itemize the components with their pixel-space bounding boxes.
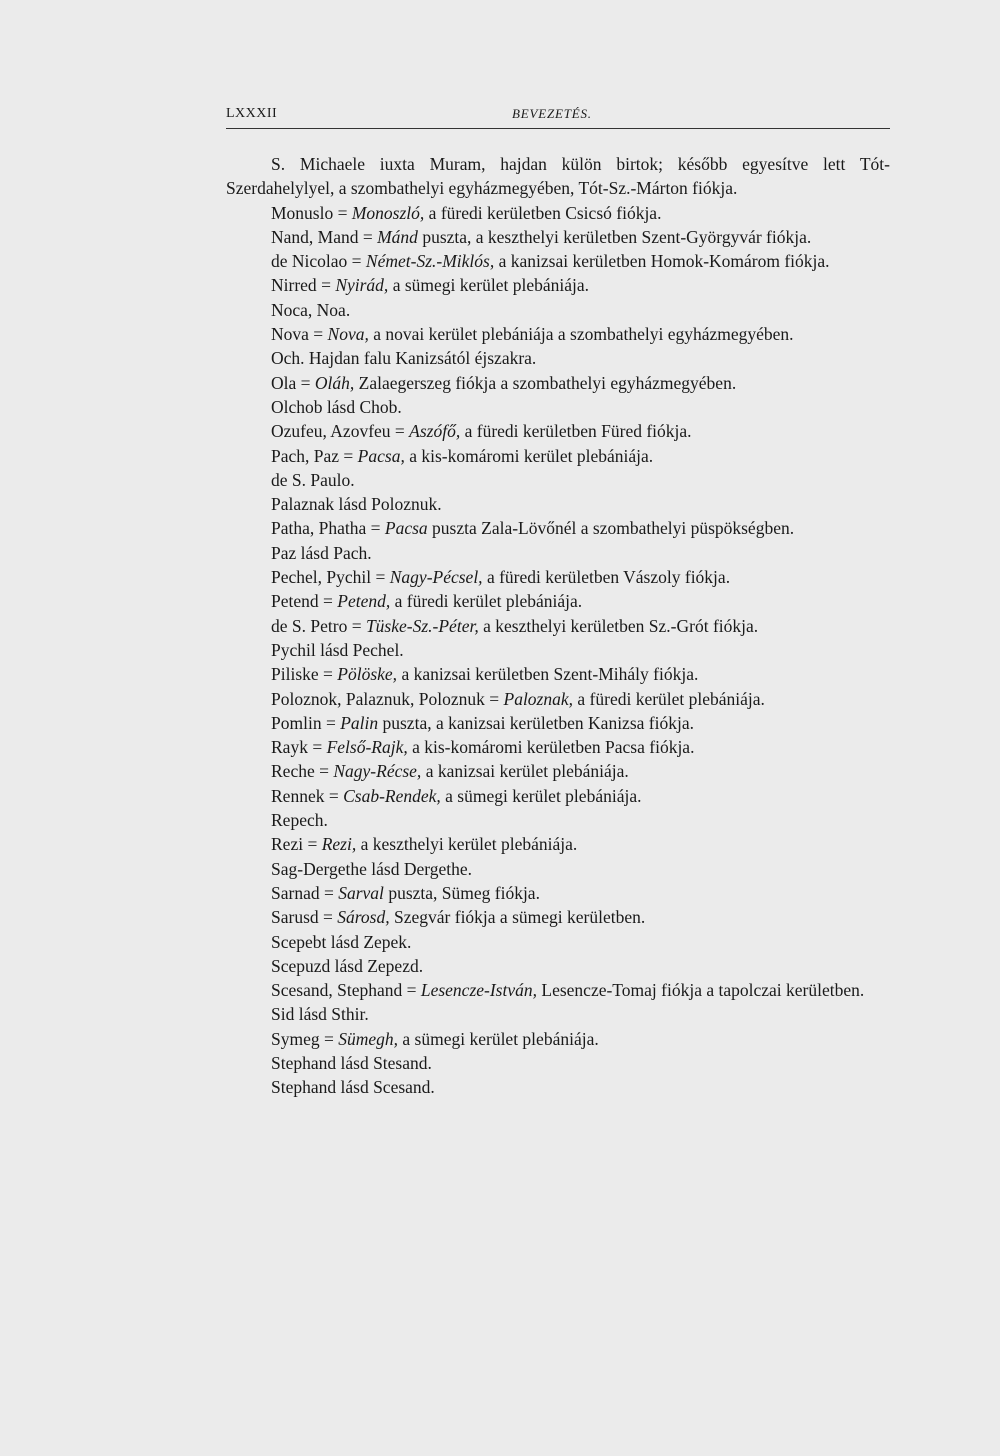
entry-list	[226, 152, 890, 1100]
list-item	[226, 905, 890, 929]
entry-head: Monuslo	[271, 202, 334, 223]
entry-head: Rayk	[271, 737, 308, 758]
entry-rest: a füredi kerület plebániája.	[573, 688, 765, 709]
entry-sep: =	[390, 421, 410, 442]
list-item	[226, 832, 890, 856]
list-item	[226, 857, 890, 881]
entry-head: S. Michaele iuxta Muram, hajdan külön birtok; később egyesítve lett Tót-Szerdahelylyel, a szombathelyi egyházmegyében, Tót-Sz.-Márton fiókja.	[226, 154, 890, 199]
entry-mod: Petend,	[337, 591, 391, 612]
entry-head: Rezi	[271, 834, 304, 855]
list-item	[226, 516, 890, 540]
header-rule	[226, 128, 890, 129]
list-item	[226, 1027, 890, 1051]
entry-mod: Aszófő,	[409, 421, 461, 442]
list-item	[226, 371, 890, 395]
list-item	[226, 978, 890, 1002]
entry-head: Reche	[271, 761, 315, 782]
list-item	[226, 735, 890, 759]
entry-head: Noca, Noa.	[271, 299, 351, 320]
list-item	[226, 225, 890, 249]
entry-head: Pechel, Pychil	[271, 567, 372, 588]
entry-head: Rennek	[271, 785, 325, 806]
list-item	[226, 468, 890, 492]
entry-mod: Nagy-Récse,	[333, 761, 422, 782]
entry-sep: =	[303, 834, 322, 855]
list-item	[226, 444, 890, 468]
entry-rest: puszta, a kanizsai kerületben Kanizsa fiókja.	[378, 712, 694, 733]
list-item	[226, 662, 890, 686]
list-item	[226, 711, 890, 735]
list-item	[226, 1002, 890, 1026]
list-item	[226, 614, 890, 638]
entry-head: de S. Paulo.	[271, 469, 355, 490]
entry-rest: Lesencze-Tomaj fiókja a tapolczai kerületben.	[537, 980, 865, 1001]
entry-mod: Nyirád,	[335, 275, 389, 296]
entry-head: Pach, Paz	[271, 445, 340, 466]
entry-head: Nirred	[271, 275, 317, 296]
entry-rest: a sümegi kerület plebániája.	[388, 275, 589, 296]
entry-head: Symeg	[271, 1028, 320, 1049]
entry-mod: Pacsa,	[357, 445, 405, 466]
entry-head: Ozufeu, Azovfeu	[271, 421, 391, 442]
entry-head: Och. Hajdan falu Kanizsától éjszakra.	[271, 348, 537, 369]
entry-head: Paz lásd Pach.	[271, 542, 372, 563]
entry-sep: =	[402, 980, 421, 1001]
list-item	[226, 395, 890, 419]
entry-head: Repech.	[271, 810, 328, 831]
entry-mod: Palin	[340, 712, 379, 733]
entry-rest: a keszthelyi kerületben Sz.-Grót fiókja.	[478, 615, 759, 636]
entry-head: Poloznok, Palaznuk, Poloznuk	[271, 688, 485, 709]
entry-head: Stephand lásd Scesand.	[271, 1077, 435, 1098]
entry-head: Olchob lásd Chob.	[271, 396, 402, 417]
list-item	[226, 419, 890, 443]
entry-head: Scepuzd lásd Zepezd.	[271, 955, 424, 976]
list-item	[226, 638, 890, 662]
list-item	[226, 152, 890, 201]
entry-mod: Nagy-Pécsel,	[389, 567, 483, 588]
entry-head: Scesand, Stephand	[271, 980, 403, 1001]
list-item	[226, 687, 890, 711]
entry-rest: a kis-komáromi kerületben Pacsa fiókja.	[407, 737, 695, 758]
list-item	[226, 492, 890, 516]
entry-sep: =	[347, 615, 366, 636]
entry-rest: a sümegi kerület plebániája.	[398, 1028, 599, 1049]
entry-mod: Paloznak,	[503, 688, 574, 709]
entry-rest: a kanizsai kerület plebániája.	[421, 761, 629, 782]
entry-rest: a kanizsai kerületben Homok-Komárom fiókja.	[494, 251, 830, 272]
entry-mod: Pölöske,	[337, 664, 398, 685]
entry-rest: a füredi kerületben Füred fiókja.	[460, 421, 692, 442]
list-item	[226, 954, 890, 978]
entry-mod: Sárosd,	[337, 907, 390, 928]
entry-mod: Pacsa	[384, 518, 428, 539]
entry-sep: =	[318, 907, 338, 928]
entry-head: Sarusd	[271, 907, 319, 928]
list-item	[226, 322, 890, 346]
list-item	[226, 759, 890, 783]
entry-mod: Csab-Rendek,	[343, 785, 441, 806]
entry-head: Ola	[271, 372, 297, 393]
list-item	[226, 273, 890, 297]
entry-sep: =	[371, 567, 390, 588]
entry-mod: Lesencze-István,	[420, 980, 538, 1001]
list-item	[226, 808, 890, 832]
list-item	[226, 1075, 890, 1099]
entry-mod: Tüske-Sz.-Péter,	[365, 615, 479, 636]
entry-mod: Nova,	[327, 324, 369, 345]
entry-rest: puszta, Sümeg fiókja.	[383, 882, 540, 903]
entry-mod: Rezi,	[321, 834, 357, 855]
entry-sep: =	[296, 372, 315, 393]
list-item	[226, 298, 890, 322]
entry-rest: a füredi kerületben Csicsó fiókja.	[424, 202, 662, 223]
entry-rest: a kanizsai kerületben Szent-Mihály fiókja.	[397, 664, 699, 685]
entry-mod: Sümegh,	[338, 1028, 399, 1049]
entry-sep: =	[319, 882, 339, 903]
list-item	[226, 541, 890, 565]
entry-rest: Zalaegerszeg fiókja a szombathelyi egyházmegyében.	[354, 372, 737, 393]
entry-head: Scepebt lásd Zepek.	[271, 931, 412, 952]
entry-sep: =	[366, 518, 385, 539]
entry-head: Nand, Mand	[271, 226, 359, 247]
entry-mod: Sarval	[338, 882, 384, 903]
page-number: LXXXII	[226, 106, 278, 121]
entry-head: Palaznak lásd Poloznuk.	[271, 494, 442, 515]
entry-head: Pomlin	[271, 712, 322, 733]
entry-head: Piliske	[271, 664, 319, 685]
entry-sep: =	[324, 785, 344, 806]
entry-mod: Mánd	[377, 226, 418, 247]
entry-rest: a kis-komáromi kerület plebániája.	[404, 445, 654, 466]
list-item	[226, 201, 890, 225]
list-item	[226, 346, 890, 370]
list-item	[226, 565, 890, 589]
entry-head: Sag-Dergethe lásd Dergethe.	[271, 858, 473, 879]
entry-rest: a keszthelyi kerület plebániája.	[356, 834, 578, 855]
list-item	[226, 589, 890, 613]
entry-mod: Monoszló,	[351, 202, 425, 223]
entry-sep: =	[318, 664, 338, 685]
entry-sep: =	[333, 202, 352, 223]
list-item	[226, 930, 890, 954]
entry-head: Petend	[271, 591, 319, 612]
entry-mod: Felső-Rajk,	[326, 737, 408, 758]
entry-sep: =	[314, 761, 334, 782]
entry-head: Sid lásd Sthir.	[271, 1004, 369, 1025]
entry-rest: puszta Zala-Lövőnél a szombathelyi püspökségben.	[427, 518, 795, 539]
list-item	[226, 784, 890, 808]
entry-sep: =	[316, 275, 336, 296]
entry-rest: a füredi kerület plebániája.	[390, 591, 583, 612]
entry-head: Pychil lásd Pechel.	[271, 639, 404, 660]
entry-rest: a füredi kerületben Vászoly fiókja.	[482, 567, 731, 588]
list-item	[226, 249, 890, 273]
entry-sep: =	[347, 251, 366, 272]
entry-rest: Szegvár fiókja a sümegi kerületben.	[389, 907, 646, 928]
entry-head: de Nicolao	[271, 251, 348, 272]
entry-head: Sarnad	[271, 882, 320, 903]
entry-head: Stephand lásd Stesand.	[271, 1052, 432, 1073]
entry-rest: a sümegi kerület plebániája.	[440, 785, 642, 806]
list-item	[226, 1051, 890, 1075]
entry-sep: =	[484, 688, 504, 709]
entry-sep: =	[307, 737, 327, 758]
entry-rest: a novai kerület plebániája a szombathelyi egyházmegyében.	[368, 324, 794, 345]
entry-sep: =	[319, 1028, 339, 1049]
entry-sep: =	[339, 445, 358, 466]
running-head: BEVEZETÉS.	[512, 106, 592, 121]
entry-head: Nova	[271, 324, 309, 345]
entry-sep: =	[358, 226, 378, 247]
entry-sep: =	[321, 712, 341, 733]
entry-head: Patha, Phatha	[271, 518, 367, 539]
entry-mod: Német-Sz.-Miklós,	[365, 251, 495, 272]
entry-rest: puszta, a keszthelyi kerületben Szent-Györgyvár fiókja.	[417, 226, 812, 247]
entry-sep: =	[318, 591, 338, 612]
list-item	[226, 881, 890, 905]
entry-head: de S. Petro	[271, 615, 348, 636]
entry-mod: Oláh,	[314, 372, 355, 393]
entry-sep: =	[308, 324, 328, 345]
